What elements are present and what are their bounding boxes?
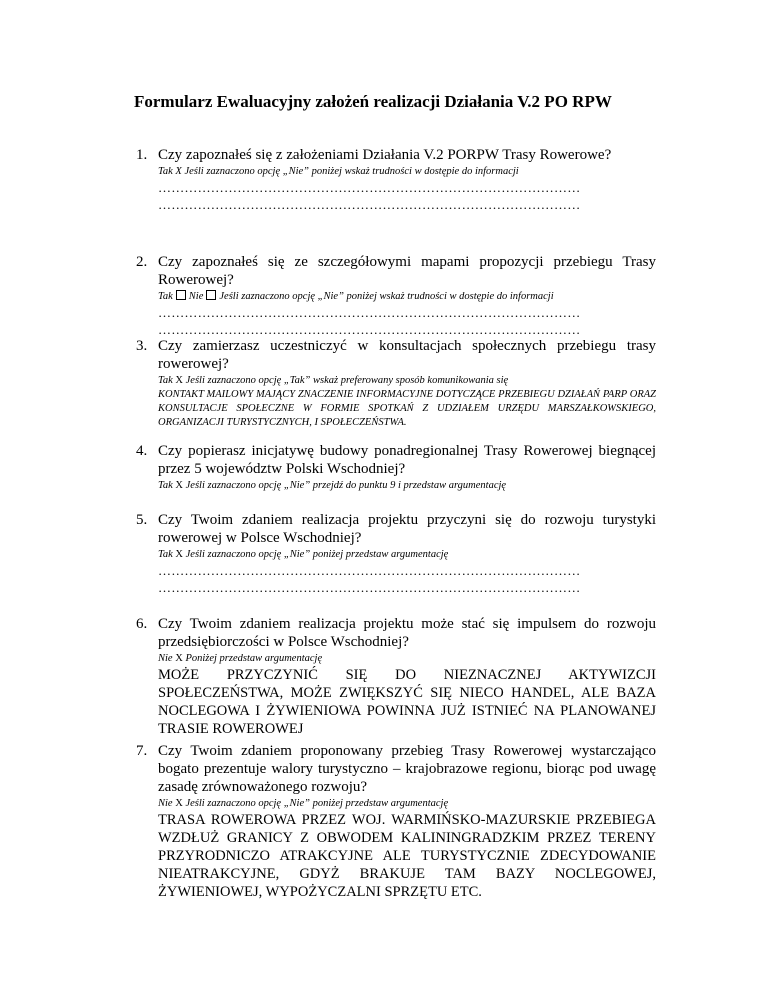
question-6 [136, 615, 656, 738]
answer-text: TRASA ROWEROWA PRZEZ WOJ. WARMIŃSKO-MAZURSKIE PRZEBIEGA WZDŁUŻ GRANICY Z OBWODEM KALININGRADZKIM PRZEZ TERENY PRZYRODNICZO ATRAKCYJNE ALE TURYSTYCZNIE ZDECYDOWANIE NIEATRAKCYJNE, GDYŻ BRAKUJE TAM BAZY NOCLEGOWEJ, ŻYWIENIOWEJ, WYPOŻYCZALNI SPRZĘTU ETC. [158, 812, 656, 900]
question-5 [136, 511, 656, 596]
question-text: Czy zapoznałeś się z założeniami Działania V.2 PORPW Trasy Rowerowe? [158, 147, 612, 163]
answer-text: KONTAKT MAILOWY MAJĄCY ZNACZENIE INFORMACYJNE DOTYCZĄCE PRZEBIEGU DZIAŁAŃ PARP ORAZ KONSULTACJE SPOŁECZNE W FORMIE SPOTKAŃ Z UDZIAŁEM URZĘDU MARSZAŁKOWSKIEGO, ORGANIZACJI TURYSTYCZNYCH, I SPOŁECZEŃSTWA. [158, 389, 656, 428]
question-text: Czy Twoim zdaniem realizacja projektu może stać się impulsem do rozwoju przedsiębiorczości w Polsce Wschodniej? [158, 616, 656, 650]
form-title: Formularz Ewaluacyjny założeń realizacji Działania V.2 PO RPW [134, 92, 612, 111]
question-note: Nie X Jeśli zaznaczono opcję „Nie” poniżej przedstaw argumentację [158, 798, 449, 809]
check-mark: X [175, 653, 183, 664]
answer-choice[interactable]: Tak [158, 480, 173, 491]
question-note: Nie X Poniżej przedstaw argumentację [158, 653, 323, 664]
answer-line[interactable]: …………………………………………………………………………………… [158, 197, 581, 212]
answer-choice[interactable]: Tak X [158, 166, 182, 177]
answer-line[interactable]: …………………………………………………………………………………… [158, 180, 581, 195]
question-text: Czy popierasz inicjatywę budowy ponadregionalnej Trasy Rowerowej biegnącej przez 5 województw Polski Wschodniej? [158, 443, 656, 477]
question-2 [136, 253, 656, 338]
answer-line[interactable]: …………………………………………………………………………………… [158, 580, 581, 595]
question-text: Czy zamierzasz uczestniczyć w konsultacjach społecznych przebiegu trasy rowerowej? [158, 338, 656, 372]
option-yes-label: Tak [158, 291, 173, 302]
question-note: Tak X Jeśli zaznaczono opcję „Nie” przejdź do punktu 9 i przedstaw argumentację [158, 480, 507, 491]
question-note: Tak Nie Jeśli zaznaczono opcję „Nie” poniżej wskaż trudności w dostępie do informacji [158, 291, 554, 302]
answer-line[interactable]: …………………………………………………………………………………… [158, 305, 581, 320]
answer-text: MOŻE PRZYCZYNIĆ SIĘ DO NIEZNACZNEJ AKTYWIZCJI SPOŁECZEŃSTWA, MOŻE ZWIĘKSZYĆ SIĘ NIECO HANDEL, ALE BAZA NOCLEGOWA I ŻYWIENIOWA POWINNA JUŻ ISTNIEĆ NA PLANOWANEJ TRASIE ROWEROWEJ [158, 667, 656, 737]
answer-choice[interactable]: Nie [158, 653, 173, 664]
answer-choice[interactable]: Tak [158, 375, 173, 386]
option-no-checkbox[interactable] [206, 290, 216, 300]
question-7 [136, 742, 656, 901]
question-4 [136, 442, 656, 493]
answer-choice[interactable]: Nie [158, 798, 173, 809]
question-number: 6. [136, 616, 148, 632]
question-text: Czy Twoim zdaniem proponowany przebieg Trasy Rowerowej wystarczająco bogato prezentuje walory turystyczno – krajobrazowe regionu, biorąc pod uwagę zasadę zrównoważonego rozwoju? [158, 743, 656, 795]
question-number: 1. [136, 147, 148, 163]
question-3 [136, 337, 656, 430]
question-note: Tak X Jeśli zaznaczono opcję „Nie” poniżej wskaż trudności w dostępie do informacji [158, 166, 519, 177]
question-number: 4. [136, 443, 148, 459]
option-no-label: Nie [188, 291, 204, 302]
answer-line[interactable]: …………………………………………………………………………………… [158, 322, 581, 337]
check-mark: X [175, 549, 184, 560]
option-yes-checkbox[interactable] [176, 290, 186, 300]
answer-choice[interactable]: Tak [158, 549, 173, 560]
question-number: 7. [136, 743, 148, 759]
question-note: Tak X Jeśli zaznaczono opcję „Tak” wskaż preferowany sposób komunikowania się [158, 375, 509, 386]
question-number: 5. [136, 512, 148, 528]
check-mark: X [175, 798, 183, 809]
question-text: Czy Twoim zdaniem realizacja projektu przyczyni się do rozwoju turystyki rowerowej w Polsce Wschodniej? [158, 512, 656, 546]
check-mark: X [175, 480, 184, 491]
question-number: 2. [136, 254, 148, 270]
question-text: Czy zapoznałeś się ze szczegółowymi mapami propozycji przebiegu Trasy Rowerowej? [158, 254, 656, 288]
answer-line[interactable]: …………………………………………………………………………………… [158, 563, 581, 578]
question-1 [136, 146, 656, 213]
question-number: 3. [136, 338, 148, 354]
question-note: Tak X Jeśli zaznaczono opcję „Nie” poniżej przedstaw argumentację [158, 549, 449, 560]
check-mark: X [175, 375, 184, 386]
